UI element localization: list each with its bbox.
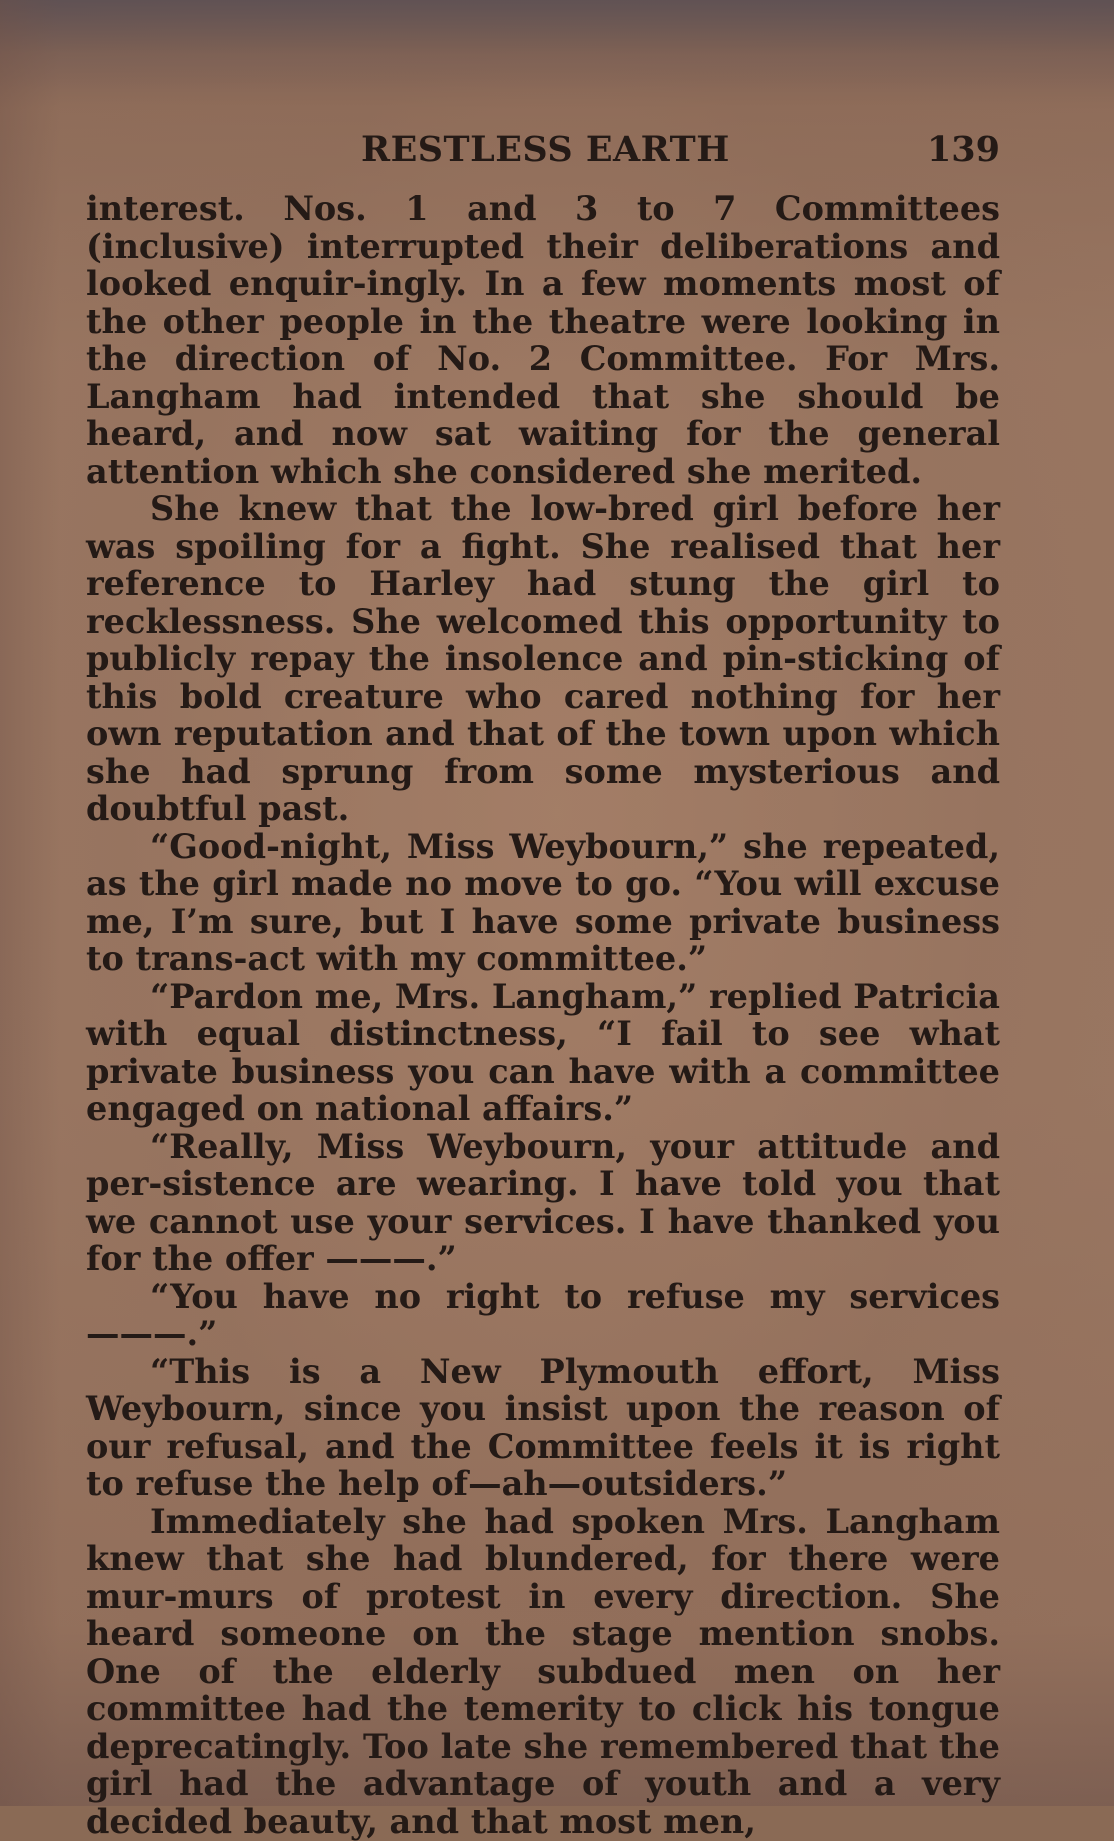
paragraph-4: “Pardon me, Mrs. Langham,” replied Patricia with equal distinctness, “I fail to see what private business you can have with a committee engaged on national affairs.” xyxy=(86,976,1000,1128)
page-number: 139 xyxy=(926,129,1000,170)
paragraph-2: She knew that the low-bred girl before her was spoiling for a fight. She realised that her reference to Harley had stung the girl to recklessness. She welcomed this opportunity to publicly repay the insolence and pin-sticking of this bold creature who cared nothing for her own reputation and that of the town upon which she had sprung from some mysterious and doubtful past. xyxy=(86,489,1000,828)
page-header xyxy=(86,128,1000,172)
paragraph-6: “You have no right to refuse my services ———.” xyxy=(86,1276,1000,1353)
paragraph-7: “This is a New Plymouth effort, Miss Weybourn, since you insist upon the reason of our refusal, and the Committee feels it is right to refuse the help of—ah—outsiders.” xyxy=(86,1351,1000,1503)
running-title: RESTLESS EARTH xyxy=(361,129,730,170)
paragraph-8: Immediately she had spoken Mrs. Langham knew that she had blundered, for there were mur-murs of protest in every direction. She heard someone on the stage mention snobs. One of the elderly subdued men on her committee had the temerity to click his tongue deprecatingly. Too late she remembered that the girl had the advantage of youth and a very decided beauty, and that most men, xyxy=(86,1501,1000,1841)
paragraph-3: “Good-night, Miss Weybourn,” she repeated, as the girl made no move to go. “You will excuse me, I’m sure, but I have some private business to trans-act with my committee.” xyxy=(86,826,1000,978)
body-text xyxy=(86,190,1000,1840)
paragraph-1: interest. Nos. 1 and 3 to 7 Committees (inclusive) interrupted their deliberations and looked enquir-ingly. In a few moments most of the other people in the theatre were looking in the direction of No. 2 Committee. For Mrs. Langham had intended that she should be heard, and now sat waiting for the general attention which she considered she merited. xyxy=(86,189,1000,491)
paragraph-5: “Really, Miss Weybourn, your attitude and per-sistence are wearing. I have told you that we cannot use your services. I have thanked you for the offer ———.” xyxy=(86,1126,1000,1278)
